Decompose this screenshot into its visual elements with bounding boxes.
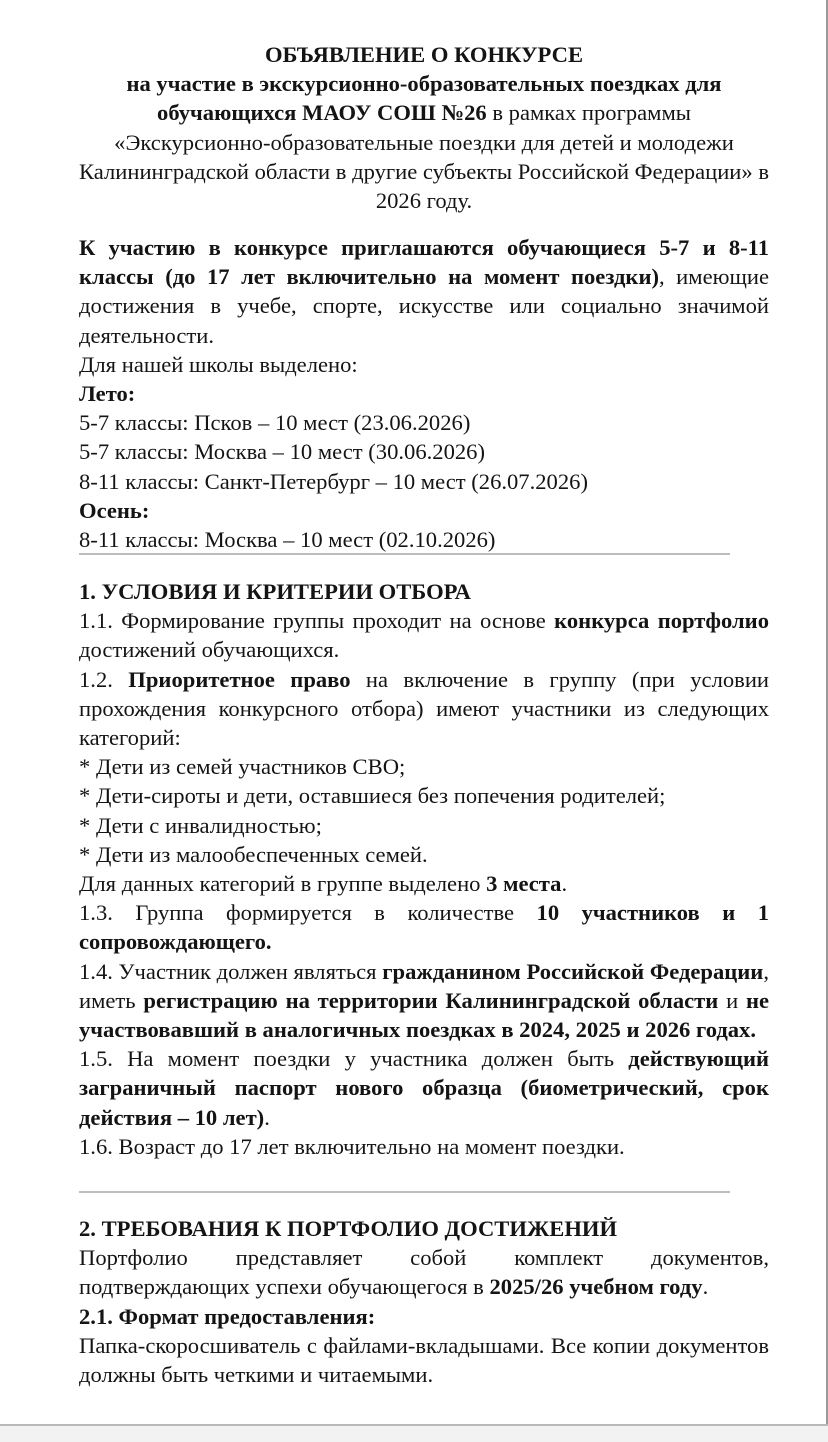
clause-text: 1.5. На момент поездки у участника должен быть — [79, 1046, 629, 1072]
season-summer: Лето: — [79, 381, 136, 407]
section-heading: 1. УСЛОВИЯ И КРИТЕРИИ ОТБОРА — [79, 579, 471, 604]
announcement-title: ОБЪЯВЛЕНИЕ О КОНКУРСЕ — [264, 42, 584, 67]
clause-bold: 3 места — [486, 871, 562, 897]
category-item: * Дети с инвалидностью; — [79, 812, 322, 838]
trip-item: 5-7 классы: Псков – 10 мест (23.06.2026) — [79, 410, 471, 436]
clause-1-2 — [79, 665, 769, 753]
clause-bold: Приоритетное право — [128, 666, 351, 692]
format-text: Папка-скоросшиватель с файлами-вкладышами. Все копии документов должны быть четкими и читаемыми. — [79, 1332, 769, 1388]
announcement-subtitle — [79, 69, 769, 215]
subsection-heading: 2.1. Формат предоставления: — [79, 1303, 376, 1329]
clause-bold: 10 участников и 1 сопровождающего. — [79, 900, 769, 955]
divider — [79, 553, 730, 555]
clause-text: 1.3. Группа формируется в количестве — [79, 900, 537, 926]
category-item: * Дети-сироты и дети, оставшиеся без попечения родителей; — [79, 783, 666, 809]
clause-text: . — [264, 1104, 270, 1130]
subtitle-bold: на участие в экскурсионно-образовательных поездках для обучающихся МАОУ СОШ №26 — [126, 71, 722, 126]
trip-item: 8-11 классы: Москва – 10 мест (02.10.2026) — [79, 527, 496, 553]
clause-text: достижений обучающихся. — [79, 637, 340, 663]
portfolio-intro — [79, 1243, 769, 1301]
clause-1-5 — [79, 1044, 769, 1132]
invite-paragraph — [79, 233, 769, 350]
clause-bold: не участвовавший в аналогичных поездках в 2024, 2025 и 2026 годах. — [79, 987, 769, 1043]
allocated-label: Для нашей школы выделено: — [79, 351, 358, 377]
clause-bold: конкурса портфолио — [554, 608, 769, 634]
clause-1-6: 1.6. Возраст до 17 лет включительно на момент поездки. — [79, 1133, 625, 1159]
clause-text: 1.2. — [79, 666, 129, 692]
clause-text: . — [561, 871, 568, 897]
clause-text: 1.1. Формирование группы проходит на основе — [79, 608, 555, 634]
announcement-header — [79, 40, 769, 215]
clause-1-3 — [79, 898, 769, 956]
viewer-bottom-bar — [0, 1424, 828, 1442]
section-heading: 2. ТРЕБОВАНИЯ К ПОРТФОЛИО ДОСТИЖЕНИЙ — [79, 1216, 618, 1241]
clause-text: 1.4. Участник должен являться — [79, 958, 383, 984]
invite-regular: , имеющие достижения в учебе, спорте, искусстве или социально значимой деятельности. — [79, 264, 769, 348]
clause-text: на включение в группу (при условии прохождения конкурсного отбора) имеют участники из следующих категорий: — [79, 666, 770, 751]
season-autumn: Осень: — [79, 497, 150, 523]
trip-item: 8-11 классы: Санкт-Петербург – 10 мест (26.07.2026) — [79, 468, 588, 494]
divider — [79, 1191, 730, 1193]
clause-text: и — [718, 987, 746, 1013]
clause-1-4 — [79, 957, 769, 1045]
clause-bold: гражданином Российской Федерации — [382, 958, 764, 984]
selection-criteria-section — [79, 577, 769, 1161]
clause-text: Портфолио представляет собой комплект документов, подтверждающих успехи обучающегося в — [79, 1245, 769, 1300]
intro-section — [79, 233, 769, 554]
clause-text: Для данных категорий в группе выделено — [79, 871, 487, 897]
invite-bold: К участию в конкурсе приглашаются обучающиеся 5-7 и 8-11 классы (до 17 лет включительно на момент поездки) — [79, 235, 769, 290]
portfolio-requirements-section — [79, 1214, 769, 1389]
clause-text: , иметь — [79, 958, 769, 1013]
clause-text: . — [702, 1274, 709, 1300]
category-item: * Дети из семей участников СВО; — [79, 754, 406, 780]
clause-bold: 2025/26 учебном году — [489, 1274, 703, 1300]
clause-bold: действующий заграничный паспорт нового образца (биометрический, срок действия – 10 лет) — [79, 1046, 769, 1130]
category-item: * Дети из малообеспеченных семей. — [79, 841, 428, 867]
categories-note — [79, 869, 769, 898]
clause-1-1 — [79, 606, 769, 664]
clause-bold: регистрацию на территории Калининградской области — [143, 987, 719, 1013]
trip-item: 5-7 классы: Москва – 10 мест (30.06.2026) — [79, 439, 485, 465]
subtitle-regular: в рамках программы «Экскурсионно-образовательные поездки для детей и молодежи Калининградской области в другие субъекты Российской Федерации» в 2026 году. — [79, 100, 770, 214]
